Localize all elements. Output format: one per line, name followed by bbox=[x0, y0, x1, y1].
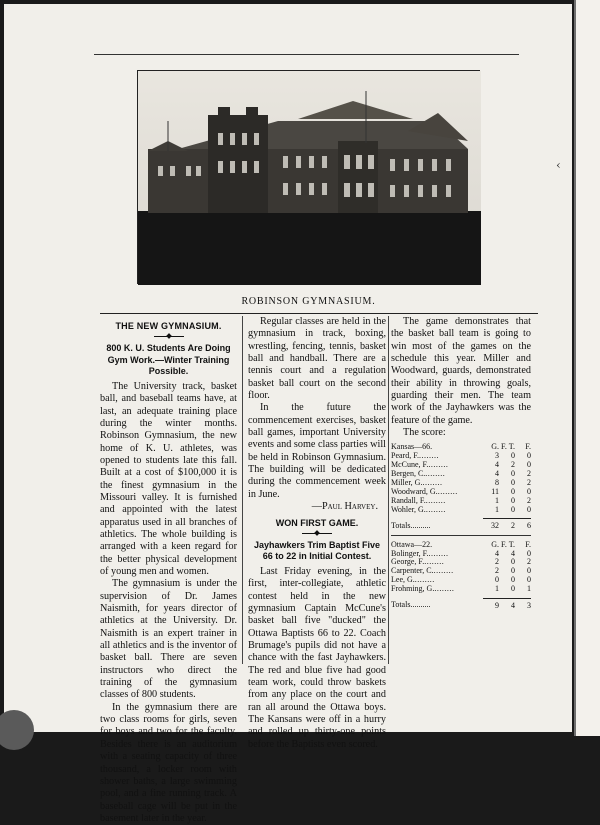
goals: 1 bbox=[495, 495, 499, 505]
column-header: G. bbox=[491, 539, 499, 549]
goals: 4 bbox=[495, 548, 499, 558]
column-3 bbox=[391, 316, 531, 614]
gymnasium-photo bbox=[137, 70, 480, 284]
player-row bbox=[391, 585, 531, 594]
free-throws: 4 bbox=[511, 548, 515, 558]
score-label: The score: bbox=[403, 427, 446, 439]
player-name: Miller, G......... bbox=[391, 478, 443, 488]
free-throws: 2 bbox=[511, 460, 515, 470]
total-free-throws: 4 bbox=[511, 600, 515, 610]
article-signature: —Paul Harvey. bbox=[311, 501, 378, 513]
totals-label: Totals.......... bbox=[391, 600, 431, 610]
article-paragraph-start: In the gymnasium there are two class rooms for girls, seven for boys and two for the faculty. Besides there is an auditorium with a seating capacity of three thousand, a locker room with shower baths, a large swimming pool, and a fine running track. A baseball cage will be put in the basement later in the year. bbox=[100, 701, 237, 824]
total-free-throws: 2 bbox=[511, 521, 515, 531]
free-throws: 0 bbox=[511, 486, 515, 496]
free-throws: 0 bbox=[511, 504, 515, 514]
free-throws: 0 bbox=[511, 495, 515, 505]
article-headline: WON FIRST GAME. bbox=[275, 517, 359, 528]
player-name: Bolinger, F......... bbox=[391, 548, 449, 558]
player-name: McCune, F......... bbox=[391, 460, 449, 470]
fouls: 0 bbox=[527, 566, 531, 576]
column-divider-1 bbox=[242, 316, 243, 664]
article-subhead: Jayhawkers Trim Baptist Five 66 to 22 in Initial Contest. bbox=[253, 539, 381, 562]
column-2 bbox=[248, 316, 386, 751]
goals: 3 bbox=[495, 451, 499, 461]
goals: 2 bbox=[495, 566, 499, 576]
total-fouls: 3 bbox=[527, 600, 531, 610]
fouls: 0 bbox=[527, 460, 531, 470]
free-throws: 0 bbox=[511, 478, 515, 488]
page-edge-mark: ‹ bbox=[556, 158, 561, 172]
totals-label: Totals.......... bbox=[391, 520, 431, 530]
player-name: Frohming, G......... bbox=[391, 584, 455, 594]
column-header: F. T. bbox=[501, 442, 515, 452]
player-name: Randall, F......... bbox=[391, 495, 446, 505]
fouls: 0 bbox=[527, 486, 531, 496]
box-score-table bbox=[391, 441, 531, 614]
fouls: 0 bbox=[527, 548, 531, 558]
total-goals: 32 bbox=[491, 521, 499, 531]
column-header: G. bbox=[491, 442, 499, 452]
goals: 4 bbox=[495, 460, 499, 470]
total-fouls: 6 bbox=[527, 521, 531, 531]
goals: 2 bbox=[495, 557, 499, 567]
fouls: 0 bbox=[527, 575, 531, 585]
columns-top-rule bbox=[100, 313, 538, 314]
free-throws: 0 bbox=[511, 451, 515, 461]
goals: 8 bbox=[495, 478, 499, 488]
ground bbox=[138, 211, 481, 285]
player-name: George, F......... bbox=[391, 557, 445, 567]
headline-ornament bbox=[154, 334, 184, 340]
fouls: 2 bbox=[527, 478, 531, 488]
player-row bbox=[391, 506, 531, 515]
team-name: Kansas—66. bbox=[391, 442, 433, 452]
free-throws: 0 bbox=[511, 566, 515, 576]
article-paragraph: Regular classes are held in the gymnasium in track, boxing, wrestling, fencing, tennis, basket ball and handball. There are a tennis court and a regulation basket ball court on the second floor. bbox=[248, 316, 386, 402]
next-page-edge bbox=[574, 0, 600, 736]
team-name: Ottawa—22. bbox=[391, 539, 433, 549]
column-header: F. T. bbox=[501, 539, 515, 549]
fouls: 2 bbox=[527, 495, 531, 505]
player-name: Wohler, G......... bbox=[391, 504, 446, 514]
free-throws: 0 bbox=[511, 469, 515, 479]
free-throws: 0 bbox=[511, 584, 515, 594]
player-name: Carpenter, C......... bbox=[391, 566, 454, 576]
player-name: Peard, F......... bbox=[391, 451, 440, 461]
article-paragraph: In the future the commencement exercises, basket ball games, important University events and some class parties will be held in Robinson Gymnasium. The building will be dedicated during the commencement week in June. bbox=[248, 402, 386, 500]
column-header: F. bbox=[525, 539, 531, 549]
article-paragraph: The University track, basket ball, and baseball teams have, at last, an adequate training place during the winter months. Robinson Gymnasium, the new home of K. U. athletes, was opened to students late this fall. Built at a cost of $100,000 it is the finest gymnasium in the Missouri valley. It is furnished and appointed with the latest apparatus used in all branches of athletics. The whole building is arranged with a keen regard for the better physical development of young men and women. bbox=[100, 380, 237, 577]
fouls: 2 bbox=[527, 557, 531, 567]
article-paragraph: The game demonstrates that the basket ball team is going to win most of the games on the schedule this year. Miller and Woodward, guards, demonstrated their ability in throwing goals, guarding their men. The team work of the Jayhawkers was the feature of the game. bbox=[391, 316, 531, 426]
newspaper-page bbox=[4, 4, 572, 824]
top-rule bbox=[94, 54, 519, 55]
player-name: Lee, G......... bbox=[391, 575, 435, 585]
column-divider-2 bbox=[388, 316, 389, 664]
photo-caption: ROBINSON GYMNASIUM. bbox=[241, 296, 376, 307]
fouls: 0 bbox=[527, 504, 531, 514]
totals-row bbox=[391, 598, 531, 614]
free-throws: 0 bbox=[511, 557, 515, 567]
headline-ornament bbox=[302, 531, 332, 537]
column-1 bbox=[100, 316, 237, 824]
fouls: 2 bbox=[527, 469, 531, 479]
goals: 0 bbox=[495, 575, 499, 585]
article-subhead: 800 K. U. Students Are Doing Gym Work.—Winter Training Possible. bbox=[106, 343, 231, 377]
binding-hole bbox=[0, 710, 34, 750]
goals: 1 bbox=[495, 504, 499, 514]
totals-row bbox=[391, 519, 531, 536]
player-name: Woodward, G......... bbox=[391, 486, 458, 496]
goals: 4 bbox=[495, 469, 499, 479]
article-paragraph: The gymnasium is under the supervision of Dr. James Naismith, for years director of athletics at the University. Dr. Naismith is an expert trainer in all athletics and is the inventor of basket ball. There are seven instructors who direct the training of the gymnasium classes of 800 students. bbox=[100, 578, 237, 701]
goals: 11 bbox=[491, 486, 499, 496]
total-goals: 9 bbox=[495, 600, 499, 610]
article-headline: THE NEW GYMNASIUM. bbox=[115, 321, 222, 331]
fouls: 0 bbox=[527, 451, 531, 461]
column-header: F. bbox=[525, 442, 531, 452]
article-paragraph: Last Friday evening, in the first, inter-collegiate, athletic contest held in the new gymnasium Captain McCune's basket ball five "ducked" the Ottawa Baptists 66 to 22. Coach Brumage's pupils did not have a chance with the fast Jayhawkers. The red and blue five had good team work, could throw baskets from any place on the court and ran all around the Ottawa boys. The Kansans were off in a hurry and rolled up thirty-one points before the Baptists even scored. bbox=[248, 565, 386, 750]
gymnasium-photo-drawing bbox=[138, 71, 481, 285]
free-throws: 0 bbox=[511, 575, 515, 585]
goals: 1 bbox=[495, 584, 499, 594]
player-name: Bergen, C......... bbox=[391, 469, 446, 479]
fouls: 1 bbox=[527, 584, 531, 594]
